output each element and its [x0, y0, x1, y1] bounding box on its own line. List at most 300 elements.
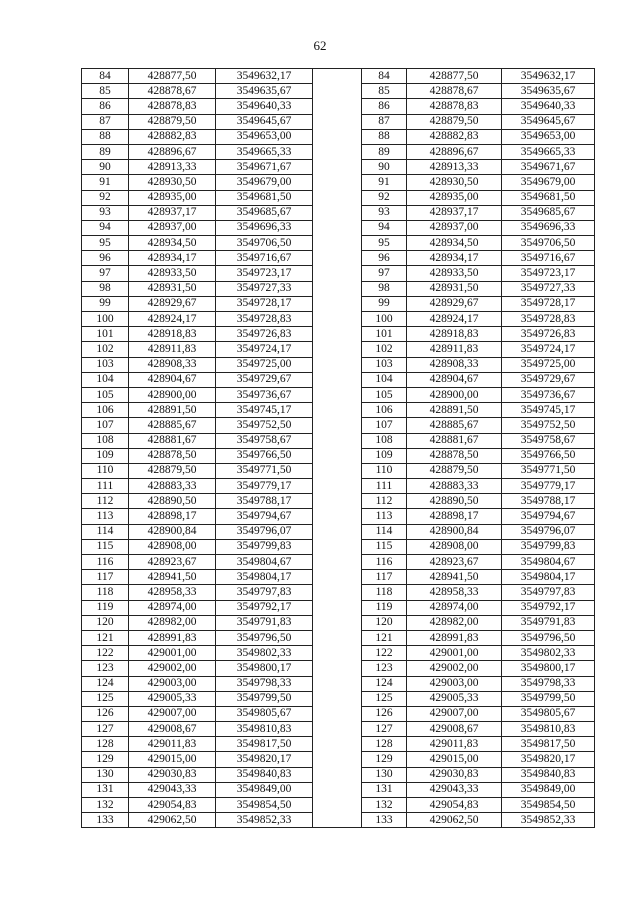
x-coordinate-right: 428923,67	[407, 555, 502, 570]
point-number-left: 126	[82, 706, 129, 721]
y-coordinate-right: 3549820,17	[502, 752, 595, 767]
y-coordinate-left: 3549792,17	[216, 600, 313, 615]
point-number-right: 122	[362, 646, 407, 661]
y-coordinate-left: 3549724,17	[216, 342, 313, 357]
point-number-right: 133	[362, 813, 407, 828]
y-coordinate-right: 3549796,50	[502, 630, 595, 645]
point-number-right: 121	[362, 630, 407, 645]
x-coordinate-left: 428878,50	[129, 448, 216, 463]
y-coordinate-right: 3549640,33	[502, 99, 595, 114]
x-coordinate-right: 428929,67	[407, 296, 502, 311]
x-coordinate-left: 428934,50	[129, 236, 216, 251]
column-separator	[313, 782, 362, 797]
column-separator	[313, 160, 362, 175]
column-separator	[313, 296, 362, 311]
point-number-right: 97	[362, 266, 407, 281]
y-coordinate-right: 3549728,83	[502, 312, 595, 327]
x-coordinate-right: 428898,17	[407, 509, 502, 524]
point-number-right: 129	[362, 752, 407, 767]
y-coordinate-right: 3549766,50	[502, 448, 595, 463]
x-coordinate-left: 428929,67	[129, 296, 216, 311]
y-coordinate-left: 3549653,00	[216, 129, 313, 144]
y-coordinate-right: 3549696,33	[502, 220, 595, 235]
table-row	[82, 99, 595, 114]
y-coordinate-left: 3549679,00	[216, 175, 313, 190]
coordinates-table-body	[82, 69, 595, 828]
y-coordinate-left: 3549716,67	[216, 251, 313, 266]
column-separator	[313, 722, 362, 737]
x-coordinate-left: 428991,83	[129, 630, 216, 645]
x-coordinate-right: 428935,00	[407, 190, 502, 205]
x-coordinate-left: 428908,00	[129, 539, 216, 554]
point-number-right: 125	[362, 691, 407, 706]
y-coordinate-right: 3549725,00	[502, 357, 595, 372]
table-row	[82, 630, 595, 645]
point-number-right: 103	[362, 357, 407, 372]
column-separator	[313, 706, 362, 721]
y-coordinate-right: 3549804,17	[502, 570, 595, 585]
y-coordinate-right: 3549797,83	[502, 585, 595, 600]
column-separator	[313, 479, 362, 494]
y-coordinate-left: 3549723,17	[216, 266, 313, 281]
x-coordinate-right: 428878,83	[407, 99, 502, 114]
column-separator	[313, 433, 362, 448]
y-coordinate-left: 3549640,33	[216, 99, 313, 114]
y-coordinate-left: 3549804,67	[216, 555, 313, 570]
x-coordinate-right: 428900,84	[407, 524, 502, 539]
y-coordinate-left: 3549671,67	[216, 160, 313, 175]
column-separator	[313, 236, 362, 251]
point-number-right: 106	[362, 403, 407, 418]
column-separator	[313, 84, 362, 99]
point-number-right: 98	[362, 281, 407, 296]
x-coordinate-right: 428877,50	[407, 69, 502, 84]
x-coordinate-left: 428879,50	[129, 114, 216, 129]
table-row	[82, 114, 595, 129]
x-coordinate-left: 429005,33	[129, 691, 216, 706]
x-coordinate-right: 428958,33	[407, 585, 502, 600]
point-number-left: 128	[82, 737, 129, 752]
x-coordinate-left: 428881,67	[129, 433, 216, 448]
column-separator	[313, 813, 362, 828]
y-coordinate-right: 3549817,50	[502, 737, 595, 752]
x-coordinate-right: 428896,67	[407, 144, 502, 159]
x-coordinate-left: 429011,83	[129, 737, 216, 752]
y-coordinate-left: 3549854,50	[216, 798, 313, 813]
point-number-right: 92	[362, 190, 407, 205]
column-separator	[313, 767, 362, 782]
x-coordinate-left: 428883,33	[129, 479, 216, 494]
y-coordinate-right: 3549681,50	[502, 190, 595, 205]
table-row	[82, 600, 595, 615]
x-coordinate-right: 428924,17	[407, 312, 502, 327]
y-coordinate-left: 3549849,00	[216, 782, 313, 797]
x-coordinate-left: 428878,83	[129, 99, 216, 114]
x-coordinate-right: 429043,33	[407, 782, 502, 797]
y-coordinate-right: 3549679,00	[502, 175, 595, 190]
table-row	[82, 387, 595, 402]
point-number-right: 113	[362, 509, 407, 524]
column-separator	[313, 524, 362, 539]
table-row	[82, 175, 595, 190]
y-coordinate-right: 3549724,17	[502, 342, 595, 357]
x-coordinate-right: 428904,67	[407, 372, 502, 387]
table-row	[82, 767, 595, 782]
x-coordinate-left: 428937,17	[129, 205, 216, 220]
point-number-left: 100	[82, 312, 129, 327]
x-coordinate-left: 428911,83	[129, 342, 216, 357]
y-coordinate-left: 3549779,17	[216, 479, 313, 494]
table-row	[82, 357, 595, 372]
column-separator	[313, 463, 362, 478]
column-separator	[313, 539, 362, 554]
x-coordinate-left: 428904,67	[129, 372, 216, 387]
table-row	[82, 479, 595, 494]
y-coordinate-right: 3549706,50	[502, 236, 595, 251]
point-number-right: 88	[362, 129, 407, 144]
x-coordinate-right: 429005,33	[407, 691, 502, 706]
x-coordinate-left: 428974,00	[129, 600, 216, 615]
x-coordinate-left: 428933,50	[129, 266, 216, 281]
table-row	[82, 144, 595, 159]
table-row	[82, 190, 595, 205]
x-coordinate-left: 429015,00	[129, 752, 216, 767]
x-coordinate-right: 428933,50	[407, 266, 502, 281]
x-coordinate-right: 428882,83	[407, 129, 502, 144]
x-coordinate-right: 429030,83	[407, 767, 502, 782]
x-coordinate-left: 428890,50	[129, 494, 216, 509]
point-number-left: 108	[82, 433, 129, 448]
table-row	[82, 494, 595, 509]
column-separator	[313, 646, 362, 661]
x-coordinate-right: 428941,50	[407, 570, 502, 585]
table-row	[82, 555, 595, 570]
y-coordinate-right: 3549632,17	[502, 69, 595, 84]
y-coordinate-right: 3549653,00	[502, 129, 595, 144]
table-row	[82, 737, 595, 752]
x-coordinate-right: 428908,33	[407, 357, 502, 372]
point-number-left: 102	[82, 342, 129, 357]
x-coordinate-right: 428879,50	[407, 463, 502, 478]
table-row	[82, 342, 595, 357]
point-number-right: 90	[362, 160, 407, 175]
point-number-left: 117	[82, 570, 129, 585]
table-row	[82, 752, 595, 767]
x-coordinate-left: 428982,00	[129, 615, 216, 630]
y-coordinate-right: 3549788,17	[502, 494, 595, 509]
y-coordinate-right: 3549758,67	[502, 433, 595, 448]
column-separator	[313, 737, 362, 752]
y-coordinate-left: 3549632,17	[216, 69, 313, 84]
y-coordinate-left: 3549796,50	[216, 630, 313, 645]
x-coordinate-left: 428879,50	[129, 463, 216, 478]
point-number-right: 107	[362, 418, 407, 433]
column-separator	[313, 600, 362, 615]
y-coordinate-right: 3549840,83	[502, 767, 595, 782]
y-coordinate-right: 3549635,67	[502, 84, 595, 99]
x-coordinate-left: 428878,67	[129, 84, 216, 99]
x-coordinate-left: 428937,00	[129, 220, 216, 235]
point-number-right: 131	[362, 782, 407, 797]
column-separator	[313, 205, 362, 220]
y-coordinate-right: 3549716,67	[502, 251, 595, 266]
y-coordinate-left: 3549696,33	[216, 220, 313, 235]
table-row	[82, 813, 595, 828]
point-number-left: 94	[82, 220, 129, 235]
column-separator	[313, 509, 362, 524]
point-number-right: 104	[362, 372, 407, 387]
point-number-left: 118	[82, 585, 129, 600]
point-number-left: 93	[82, 205, 129, 220]
column-separator	[313, 691, 362, 706]
point-number-left: 104	[82, 372, 129, 387]
point-number-left: 97	[82, 266, 129, 281]
point-number-right: 110	[362, 463, 407, 478]
table-row	[82, 463, 595, 478]
point-number-left: 90	[82, 160, 129, 175]
table-row	[82, 251, 595, 266]
table-row	[82, 570, 595, 585]
point-number-left: 96	[82, 251, 129, 266]
table-row	[82, 509, 595, 524]
x-coordinate-left: 428930,50	[129, 175, 216, 190]
y-coordinate-right: 3549849,00	[502, 782, 595, 797]
y-coordinate-left: 3549804,17	[216, 570, 313, 585]
coordinates-table	[81, 68, 595, 828]
x-coordinate-right: 428900,00	[407, 387, 502, 402]
y-coordinate-left: 3549799,50	[216, 691, 313, 706]
x-coordinate-left: 429062,50	[129, 813, 216, 828]
x-coordinate-left: 428891,50	[129, 403, 216, 418]
x-coordinate-left: 429002,00	[129, 661, 216, 676]
point-number-left: 131	[82, 782, 129, 797]
table-row	[82, 539, 595, 554]
y-coordinate-right: 3549800,17	[502, 661, 595, 676]
point-number-right: 132	[362, 798, 407, 813]
x-coordinate-left: 429043,33	[129, 782, 216, 797]
column-separator	[313, 129, 362, 144]
x-coordinate-right: 428878,67	[407, 84, 502, 99]
x-coordinate-left: 428908,33	[129, 357, 216, 372]
point-number-left: 114	[82, 524, 129, 539]
point-number-right: 105	[362, 387, 407, 402]
x-coordinate-left: 428885,67	[129, 418, 216, 433]
point-number-left: 88	[82, 129, 129, 144]
x-coordinate-right: 428934,17	[407, 251, 502, 266]
x-coordinate-right: 428930,50	[407, 175, 502, 190]
y-coordinate-right: 3549665,33	[502, 144, 595, 159]
y-coordinate-right: 3549671,67	[502, 160, 595, 175]
point-number-left: 86	[82, 99, 129, 114]
x-coordinate-right: 428883,33	[407, 479, 502, 494]
point-number-left: 115	[82, 539, 129, 554]
y-coordinate-left: 3549802,33	[216, 646, 313, 661]
column-separator	[313, 220, 362, 235]
point-number-right: 109	[362, 448, 407, 463]
column-separator	[313, 585, 362, 600]
y-coordinate-right: 3549771,50	[502, 463, 595, 478]
point-number-left: 112	[82, 494, 129, 509]
y-coordinate-right: 3549645,67	[502, 114, 595, 129]
point-number-left: 119	[82, 600, 129, 615]
column-separator	[313, 99, 362, 114]
y-coordinate-left: 3549817,50	[216, 737, 313, 752]
x-coordinate-right: 428879,50	[407, 114, 502, 129]
point-number-left: 103	[82, 357, 129, 372]
y-coordinate-left: 3549800,17	[216, 661, 313, 676]
point-number-left: 124	[82, 676, 129, 691]
table-row	[82, 266, 595, 281]
point-number-right: 119	[362, 600, 407, 615]
y-coordinate-left: 3549706,50	[216, 236, 313, 251]
table-row	[82, 312, 595, 327]
column-separator	[313, 342, 362, 357]
y-coordinate-right: 3549728,17	[502, 296, 595, 311]
y-coordinate-left: 3549685,67	[216, 205, 313, 220]
point-number-left: 91	[82, 175, 129, 190]
x-coordinate-right: 428937,00	[407, 220, 502, 235]
point-number-right: 94	[362, 220, 407, 235]
y-coordinate-right: 3549729,67	[502, 372, 595, 387]
x-coordinate-left: 429054,83	[129, 798, 216, 813]
x-coordinate-left: 428918,83	[129, 327, 216, 342]
page-number: 62	[313, 38, 327, 53]
x-coordinate-right: 428890,50	[407, 494, 502, 509]
point-number-left: 120	[82, 615, 129, 630]
y-coordinate-left: 3549728,17	[216, 296, 313, 311]
table-row	[82, 236, 595, 251]
column-separator	[313, 615, 362, 630]
x-coordinate-left: 429007,00	[129, 706, 216, 721]
y-coordinate-right: 3549798,33	[502, 676, 595, 691]
y-coordinate-right: 3549810,83	[502, 722, 595, 737]
column-separator	[313, 175, 362, 190]
y-coordinate-left: 3549791,83	[216, 615, 313, 630]
y-coordinate-left: 3549758,67	[216, 433, 313, 448]
column-separator	[313, 555, 362, 570]
y-coordinate-left: 3549805,67	[216, 706, 313, 721]
x-coordinate-right: 428918,83	[407, 327, 502, 342]
table-row	[82, 220, 595, 235]
point-number-right: 120	[362, 615, 407, 630]
point-number-right: 118	[362, 585, 407, 600]
point-number-right: 99	[362, 296, 407, 311]
x-coordinate-right: 429001,00	[407, 646, 502, 661]
table-row	[82, 661, 595, 676]
y-coordinate-right: 3549805,67	[502, 706, 595, 721]
column-separator	[313, 494, 362, 509]
y-coordinate-left: 3549752,50	[216, 418, 313, 433]
x-coordinate-left: 428898,17	[129, 509, 216, 524]
table-row	[82, 798, 595, 813]
y-coordinate-right: 3549723,17	[502, 266, 595, 281]
x-coordinate-right: 428934,50	[407, 236, 502, 251]
y-coordinate-right: 3549854,50	[502, 798, 595, 813]
column-separator	[313, 752, 362, 767]
x-coordinate-right: 429015,00	[407, 752, 502, 767]
point-number-right: 124	[362, 676, 407, 691]
point-number-right: 128	[362, 737, 407, 752]
table-row	[82, 433, 595, 448]
table-row	[82, 524, 595, 539]
point-number-right: 114	[362, 524, 407, 539]
x-coordinate-left: 428877,50	[129, 69, 216, 84]
point-number-left: 111	[82, 479, 129, 494]
column-separator	[313, 69, 362, 84]
y-coordinate-right: 3549727,33	[502, 281, 595, 296]
point-number-left: 110	[82, 463, 129, 478]
column-separator	[313, 798, 362, 813]
point-number-left: 95	[82, 236, 129, 251]
y-coordinate-left: 3549852,33	[216, 813, 313, 828]
y-coordinate-right: 3549745,17	[502, 403, 595, 418]
y-coordinate-left: 3549810,83	[216, 722, 313, 737]
y-coordinate-right: 3549804,67	[502, 555, 595, 570]
point-number-left: 129	[82, 752, 129, 767]
point-number-left: 121	[82, 630, 129, 645]
x-coordinate-left: 428941,50	[129, 570, 216, 585]
point-number-right: 126	[362, 706, 407, 721]
point-number-right: 101	[362, 327, 407, 342]
y-coordinate-right: 3549792,17	[502, 600, 595, 615]
table-row	[82, 205, 595, 220]
point-number-left: 113	[82, 509, 129, 524]
point-number-left: 132	[82, 798, 129, 813]
column-separator	[313, 418, 362, 433]
column-separator	[313, 403, 362, 418]
table-row	[82, 281, 595, 296]
column-separator	[313, 661, 362, 676]
table-row	[82, 722, 595, 737]
point-number-left: 87	[82, 114, 129, 129]
y-coordinate-right: 3549852,33	[502, 813, 595, 828]
y-coordinate-left: 3549681,50	[216, 190, 313, 205]
table-row	[82, 296, 595, 311]
x-coordinate-left: 428958,33	[129, 585, 216, 600]
table-row	[82, 615, 595, 630]
y-coordinate-left: 3549645,67	[216, 114, 313, 129]
point-number-left: 105	[82, 387, 129, 402]
y-coordinate-left: 3549726,83	[216, 327, 313, 342]
point-number-left: 133	[82, 813, 129, 828]
table-row	[82, 646, 595, 661]
point-number-right: 91	[362, 175, 407, 190]
point-number-right: 116	[362, 555, 407, 570]
point-number-right: 100	[362, 312, 407, 327]
y-coordinate-right: 3549736,67	[502, 387, 595, 402]
table-row	[82, 691, 595, 706]
y-coordinate-left: 3549725,00	[216, 357, 313, 372]
column-separator	[313, 676, 362, 691]
point-number-right: 130	[362, 767, 407, 782]
y-coordinate-right: 3549796,07	[502, 524, 595, 539]
y-coordinate-left: 3549798,33	[216, 676, 313, 691]
x-coordinate-left: 428900,84	[129, 524, 216, 539]
y-coordinate-left: 3549635,67	[216, 84, 313, 99]
point-number-left: 89	[82, 144, 129, 159]
point-number-left: 98	[82, 281, 129, 296]
point-number-right: 85	[362, 84, 407, 99]
x-coordinate-right: 429011,83	[407, 737, 502, 752]
x-coordinate-left: 429003,00	[129, 676, 216, 691]
table-row	[82, 129, 595, 144]
point-number-right: 123	[362, 661, 407, 676]
column-separator	[313, 312, 362, 327]
x-coordinate-left: 428931,50	[129, 281, 216, 296]
point-number-left: 84	[82, 69, 129, 84]
x-coordinate-right: 429062,50	[407, 813, 502, 828]
point-number-right: 108	[362, 433, 407, 448]
